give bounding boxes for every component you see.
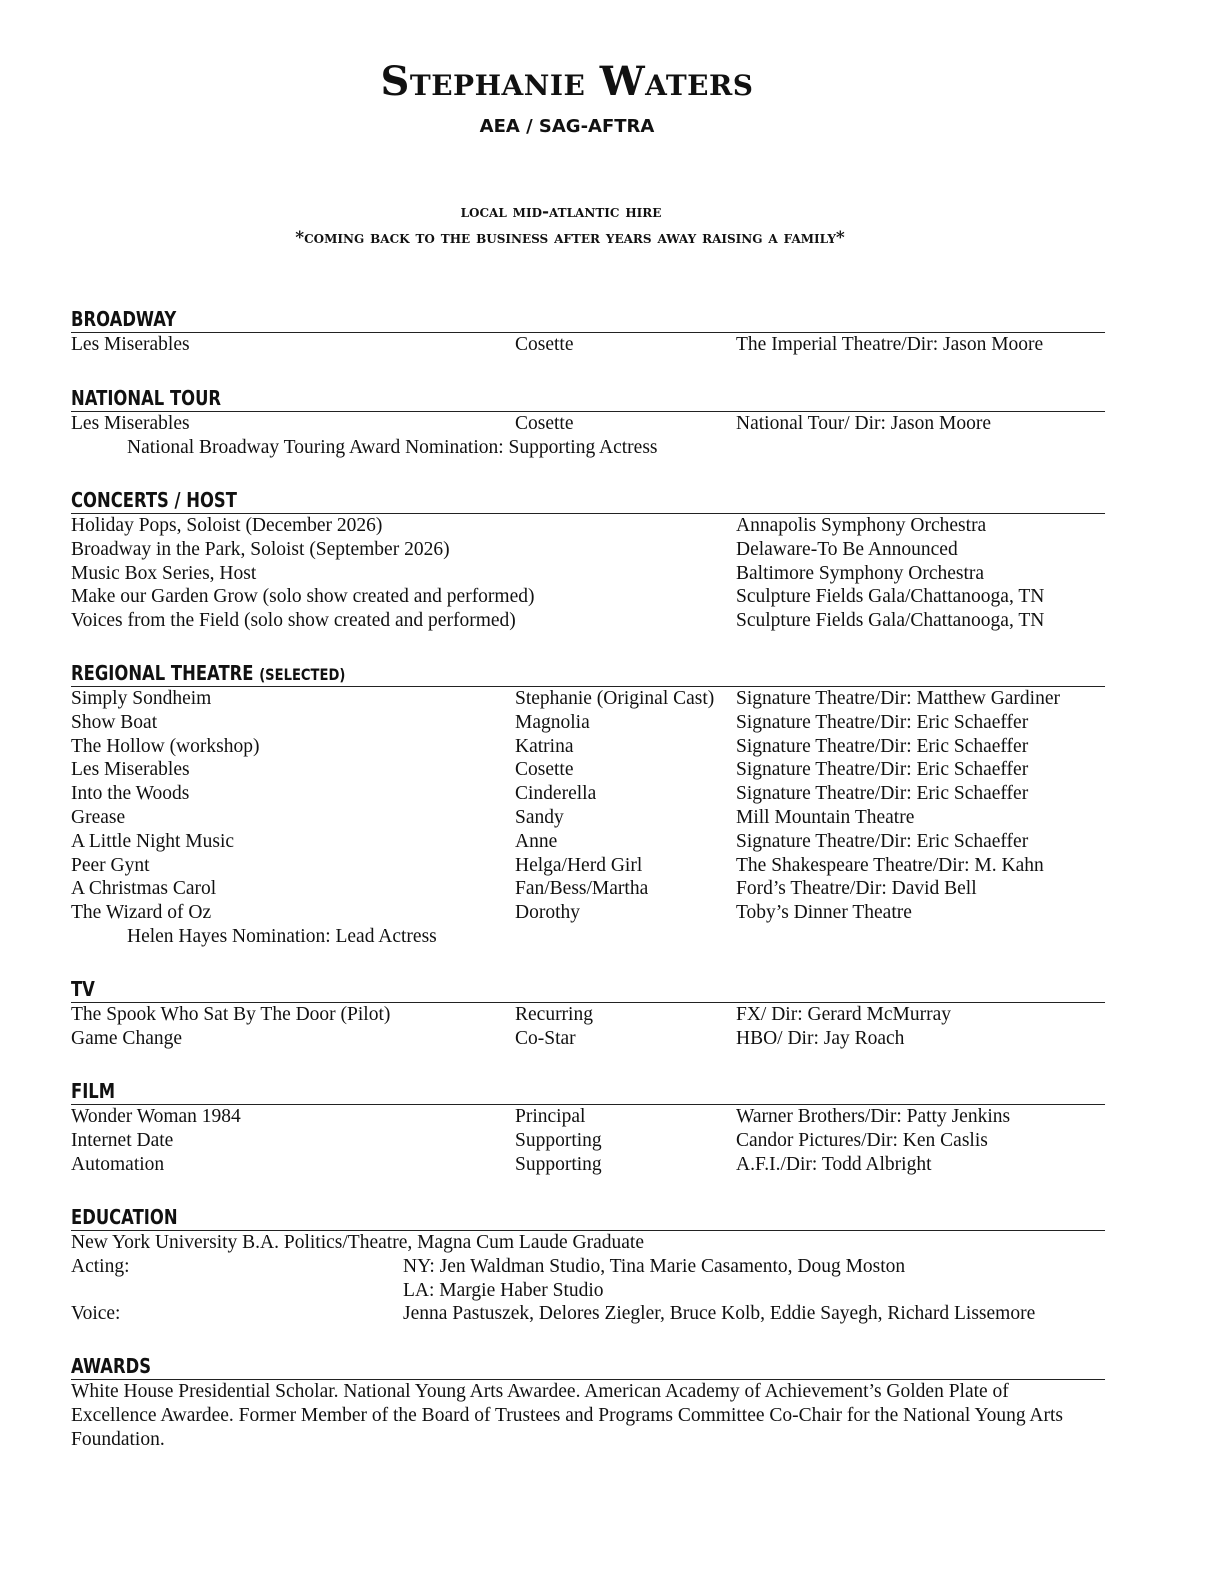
credit-row	[71, 1027, 1105, 1051]
credit-row	[71, 412, 1105, 436]
credit-row	[71, 333, 1105, 357]
event: Music Box Series, Host	[71, 562, 257, 584]
event: Broadway in the Park, Soloist (September 2026)	[71, 538, 450, 560]
venue: National Tour/ Dir: Jason Moore	[736, 413, 991, 434]
show-title: Peer Gynt	[71, 854, 150, 876]
award-note-row	[71, 436, 1105, 460]
local-hire-tagline: local mid-atlantic hire	[460, 202, 662, 222]
education-section	[71, 1204, 1105, 1326]
event: Voices from the Field (solo show created and performed)	[71, 610, 516, 632]
venue: Signature Theatre/Dir: Matthew Gardiner	[736, 688, 1060, 709]
show-title: Les Miserables	[71, 413, 190, 434]
role: Fan/Bess/Martha	[515, 878, 649, 900]
return-tagline: *coming back to the business after years away raising a family*	[295, 228, 845, 248]
credit-row	[71, 854, 1105, 878]
section-heading: TV	[71, 976, 1105, 1003]
acting-row	[71, 1255, 1105, 1279]
section-heading: EDUCATION	[71, 1204, 1105, 1231]
venue: The Shakespeare Theatre/Dir: M. Kahn	[736, 854, 1044, 876]
credit-row	[71, 687, 1105, 711]
venue: Warner Brothers/Dir: Patty Jenkins	[736, 1106, 1011, 1127]
venue: Annapolis Symphony Orchestra	[736, 515, 987, 536]
venue: Signature Theatre/Dir: Eric Schaeffer	[736, 711, 1029, 733]
venue: FX/ Dir: Gerard McMurray	[736, 1004, 951, 1025]
voice-label: Voice:	[71, 1303, 121, 1325]
role: Cosette	[515, 759, 574, 781]
award-note: Helen Hayes Nomination: Lead Actress	[127, 925, 437, 947]
performer-name: Stephanie Waters	[380, 58, 754, 105]
venue: Baltimore Symphony Orchestra	[736, 562, 985, 584]
role: Principal	[515, 1106, 586, 1127]
section-heading: NATIONAL TOUR	[71, 385, 1105, 412]
credit-row	[71, 1129, 1105, 1153]
union-affiliations: AEA / SAG-AFTRA	[479, 116, 655, 137]
acting-teachers: NY: Jen Waldman Studio, Tina Marie Casamento, Doug Moston	[403, 1255, 906, 1277]
venue: Signature Theatre/Dir: Eric Schaeffer	[736, 830, 1029, 852]
award-note-row	[71, 925, 1105, 949]
role: Magnolia	[515, 711, 590, 733]
venue: Signature Theatre/Dir: Eric Schaeffer	[736, 783, 1029, 805]
credit-row	[71, 1153, 1105, 1177]
credit-row	[71, 585, 1105, 609]
film-section	[71, 1078, 1105, 1176]
award-note: National Broadway Touring Award Nomination: Supporting Actress	[127, 436, 658, 458]
role: Helga/Herd Girl	[515, 854, 643, 876]
show-title: A Christmas Carol	[71, 878, 217, 900]
tv-section	[71, 976, 1105, 1051]
credit-row	[71, 806, 1105, 830]
show-title: Game Change	[71, 1027, 183, 1049]
regional-theatre-section	[71, 660, 1105, 949]
show-title: Grease	[71, 806, 126, 828]
national-tour-section	[71, 385, 1105, 460]
event: Make our Garden Grow (solo show created and performed)	[71, 586, 535, 608]
degree: New York University B.A. Politics/Theatre, Magna Cum Laude Graduate	[71, 1232, 644, 1253]
venue: Mill Mountain Theatre	[736, 806, 915, 828]
credit-row	[71, 609, 1105, 633]
degree-row	[71, 1231, 1105, 1255]
credit-row	[71, 735, 1105, 759]
section-heading-text: REGIONAL THEATRE	[71, 661, 254, 685]
awards-text: White House Presidential Scholar. National Young Arts Awardee. American Academy of Achievement’s Golden Plate of Excellence Awardee. Former Member of the Board of Trustees and Programs Committee Co-Chair for the National Young Arts Foundation.	[71, 1381, 1063, 1450]
venue: Sculpture Fields Gala/Chattanooga, TN	[736, 610, 1045, 632]
role: Katrina	[515, 735, 574, 757]
role: Supporting	[515, 1129, 602, 1151]
venue: Ford’s Theatre/Dir: David Bell	[736, 878, 977, 900]
event: Holiday Pops, Soloist (December 2026)	[71, 515, 383, 536]
role: Anne	[515, 830, 558, 852]
concerts-section	[71, 487, 1105, 633]
role: Recurring	[515, 1004, 593, 1025]
role: Stephanie (Original Cast)	[515, 688, 715, 709]
section-heading: BROADWAY	[71, 306, 1105, 333]
show-title: Internet Date	[71, 1129, 174, 1151]
show-title: The Wizard of Oz	[71, 902, 212, 924]
show-title: Into the Woods	[71, 783, 190, 805]
show-title: A Little Night Music	[71, 830, 235, 852]
section-heading: AWARDS	[71, 1353, 1105, 1380]
venue: Sculpture Fields Gala/Chattanooga, TN	[736, 586, 1045, 608]
section-heading: CONCERTS / HOST	[71, 487, 1105, 514]
venue: The Imperial Theatre/Dir: Jason Moore	[736, 334, 1044, 355]
role: Cosette	[515, 413, 574, 434]
section-heading: FILM	[71, 1078, 1105, 1105]
awards-section	[71, 1353, 1105, 1452]
role: Cosette	[515, 334, 574, 355]
credit-row	[71, 782, 1105, 806]
role: Dorothy	[515, 902, 580, 924]
voice-teachers: Jenna Pastuszek, Delores Ziegler, Bruce Kolb, Eddie Sayegh, Richard Lissemore	[403, 1303, 1036, 1325]
credit-row	[71, 538, 1105, 562]
venue: HBO/ Dir: Jay Roach	[736, 1027, 905, 1049]
show-title: Automation	[71, 1153, 165, 1175]
credit-row	[71, 901, 1105, 925]
credit-row	[71, 1003, 1105, 1027]
section-heading-suffix: (SELECTED)	[259, 665, 346, 684]
venue: Signature Theatre/Dir: Eric Schaeffer	[736, 735, 1029, 757]
acting-teachers-la: LA: Margie Haber Studio	[403, 1279, 604, 1301]
credit-row	[71, 562, 1105, 586]
broadway-section	[71, 306, 1105, 357]
credit-row	[71, 830, 1105, 854]
role: Sandy	[515, 806, 564, 828]
show-title: Simply Sondheim	[71, 688, 212, 709]
show-title: The Hollow (workshop)	[71, 735, 260, 757]
venue: Signature Theatre/Dir: Eric Schaeffer	[736, 759, 1029, 781]
role: Supporting	[515, 1153, 602, 1175]
role: Co-Star	[515, 1027, 576, 1049]
acting-label: Acting:	[71, 1255, 130, 1277]
acting-row-2	[71, 1279, 1105, 1303]
show-title: Les Miserables	[71, 759, 190, 781]
role: Cinderella	[515, 783, 597, 805]
credit-row	[71, 711, 1105, 735]
venue: Candor Pictures/Dir: Ken Caslis	[736, 1129, 988, 1151]
credit-row	[71, 514, 1105, 538]
credit-row	[71, 1105, 1105, 1129]
show-title: The Spook Who Sat By The Door (Pilot)	[71, 1004, 391, 1025]
voice-row	[71, 1302, 1105, 1326]
show-title: Show Boat	[71, 711, 158, 733]
venue: A.F.I./Dir: Todd Albright	[736, 1153, 932, 1175]
venue: Toby’s Dinner Theatre	[736, 902, 912, 924]
section-heading	[71, 660, 1105, 687]
show-title: Wonder Woman 1984	[71, 1106, 241, 1127]
credit-row	[71, 877, 1105, 901]
venue: Delaware-To Be Announced	[736, 538, 958, 560]
show-title: Les Miserables	[71, 334, 190, 355]
credit-row	[71, 758, 1105, 782]
